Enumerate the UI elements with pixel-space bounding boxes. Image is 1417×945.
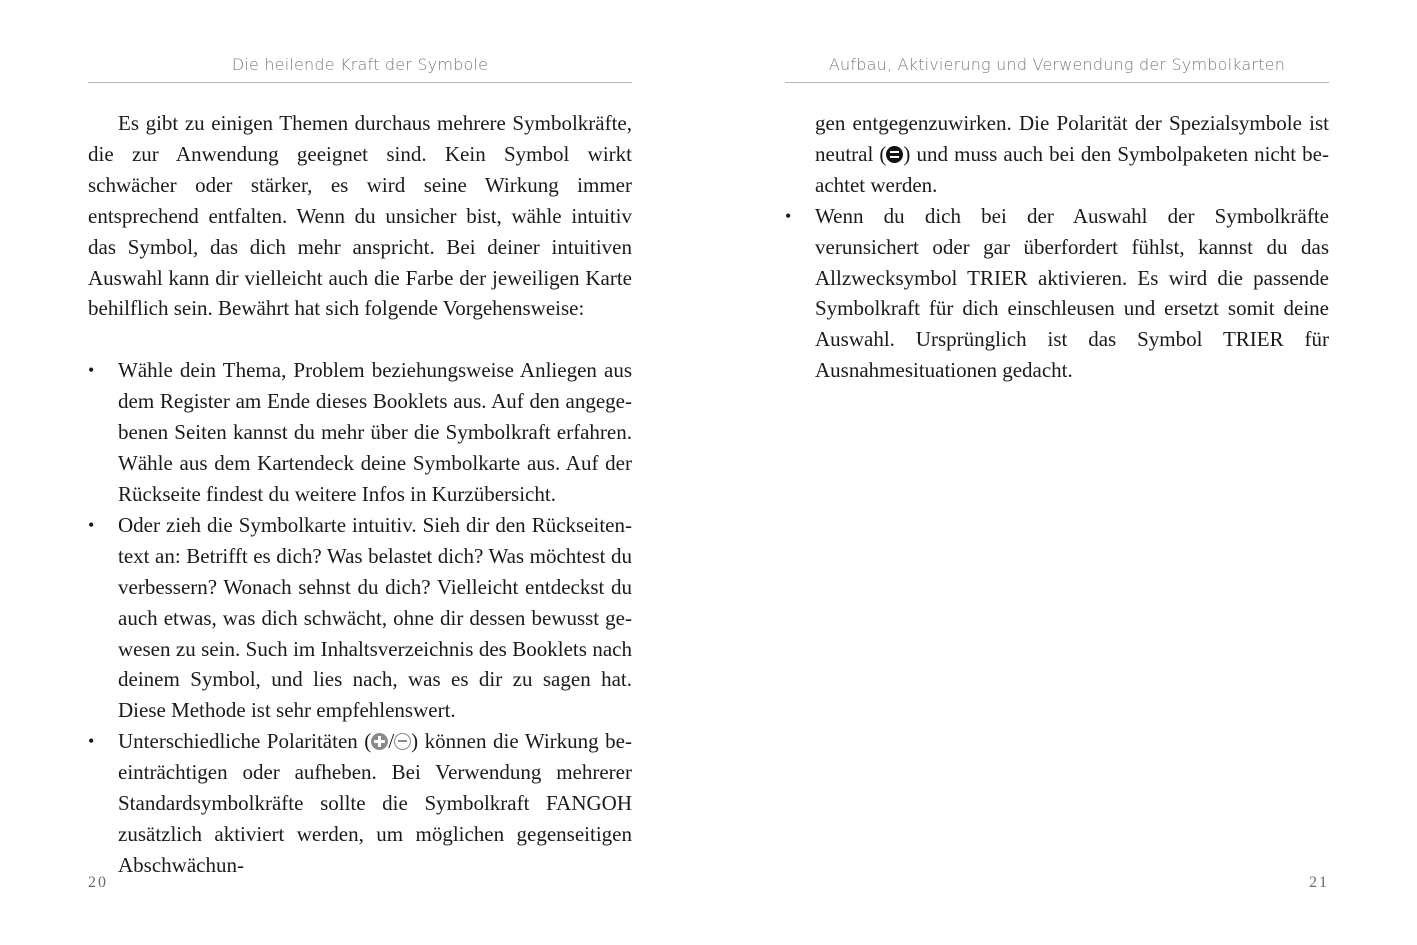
polarity-text-before: Unterschiedliche Polaritäten (: [118, 729, 372, 754]
continuation-text-before: gen entgegenzuwirken. Die Polarität der Spezialsymbole ist neutral (: [815, 111, 1329, 166]
list-item: [88, 510, 632, 726]
polarity-separator: /: [388, 729, 395, 754]
paragraph-gap: [88, 324, 632, 355]
list-item: [785, 201, 1329, 386]
list-item-polarity: [88, 726, 632, 881]
polarity-text-after: ) können die Wirkung beeinträchtigen oder aufheben. Bei Verwendung mehrerer Standardsymbolkräfte sollte die Symbolkraft FANGOH zusätzlich aktiviert werden, um möglichen gegenseitigen Abschwächun-: [118, 729, 632, 877]
continuation-paragraph: [785, 108, 1329, 201]
page-number-left: 20: [88, 874, 108, 891]
page-number-right: 21: [1309, 874, 1329, 891]
bullet-dot: •: [88, 514, 95, 535]
left-body: [88, 108, 632, 881]
equals-circle-icon: [886, 146, 903, 163]
minus-circle-icon: [394, 733, 411, 750]
list-item-text: Wähle dein Thema, Problem beziehungsweise Anliegen aus dem Register am Ende dieses Booklets aus. Auf den angegebenen Seiten kannst du mehr über die Symbolkraft erfahren. Wähle aus dem Kartendeck deine Symbolkarte aus. Auf der Rückseite findest du weitere Infos in Kurzübersicht.: [118, 358, 632, 506]
bullet-dot: •: [88, 360, 95, 381]
bullet-list-right: [785, 201, 1329, 386]
bullet-dot: •: [785, 205, 792, 226]
bullet-list-left: [88, 355, 632, 880]
list-item: [88, 355, 632, 510]
continuation-text-after: ) und muss auch bei den Symbolpaketen nicht beachtet werden.: [815, 141, 1329, 197]
list-item-text: Wenn du dich bei der Auswahl der Symbolkräfte verunsichert oder gar überfordert fühlst, kannst du das Allzwecksymbol TRIER aktivieren. Es wird die passende Symbolkraft für dich einschleusen und ersetzt somit deine Auswahl. Ursprünglich ist das Symbol TRIER für Ausnahmesituationen gedacht.: [815, 203, 1329, 383]
plus-circle-icon: [371, 733, 388, 750]
bullet-dot: •: [88, 731, 95, 752]
running-head-left: Die heilende Kraft der Symbole: [88, 55, 632, 83]
intro-paragraph: Es gibt zu einigen Themen durchaus mehrere Symbolkräfte, die zur Anwendung geeignet sind. Kein Symbol wirkt schwächer oder stärker, es wird seine Wirkung immer entsprechend entfalten. Wenn du unsicher bist, wähle intuitiv das Symbol, das dich mehr anspricht. Bei deiner intuitiven Auswahl kann dir vielleicht auch die Farbe der jeweiligen Karte behilflich sein. Bewährt hat sich folgende Vorgehensweise:: [88, 111, 632, 321]
right-body: [785, 108, 1329, 386]
running-head-right: Aufbau, Aktivierung und Verwendung der Symbolkarten: [785, 55, 1329, 83]
list-item-text: Oder zieh die Symbolkarte intuitiv. Sieh dir den Rückseitentext an: Betrifft es dich? Was belastet dich? Was möchtest du verbessern? Wonach sehnst du dich? Vielleicht entdeckst du auch etwas, was dich schwächt, ohne dir dessen bewusst gewesen zu sein. Such im Inhaltsverzeichnis des Booklets nach deinem Symbol, und lies nach, was es dir zu sagen hat. Diese Methode ist sehr empfehlenswert.: [118, 512, 632, 723]
